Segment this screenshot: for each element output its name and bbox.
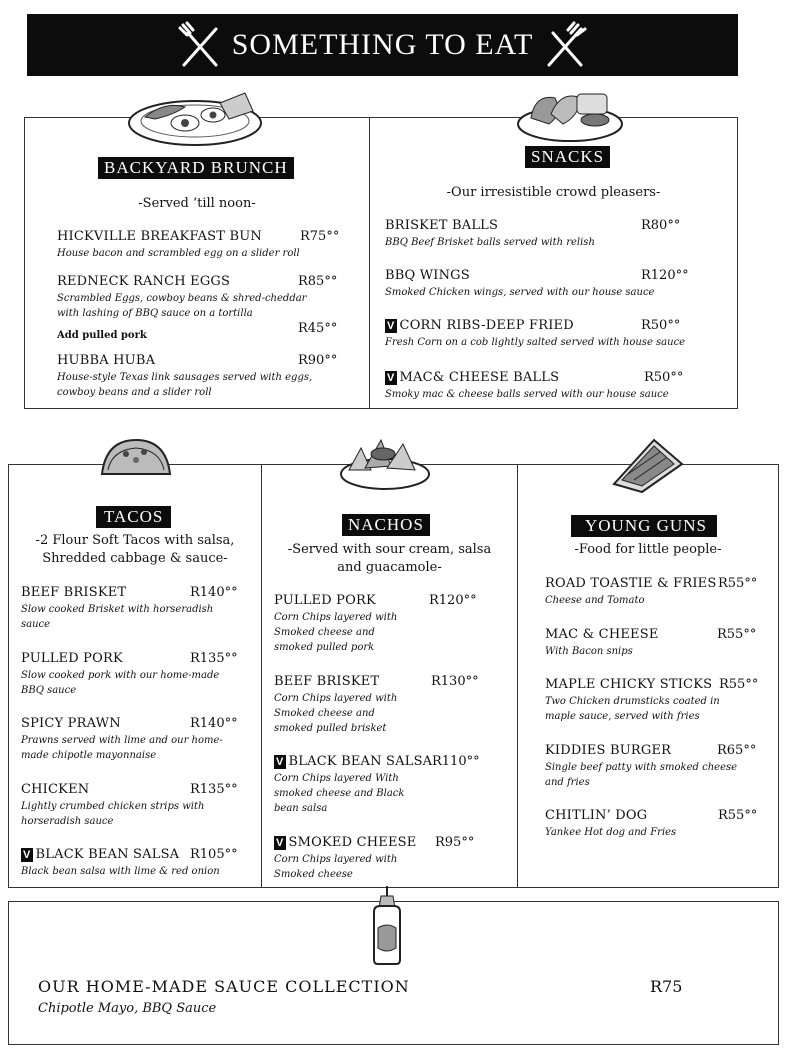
item-name: HUBBA HUBA	[57, 353, 156, 368]
item-price: R80°°	[641, 218, 681, 233]
item-price: R140°°	[190, 585, 238, 600]
vegetarian-badge: V	[387, 320, 395, 332]
item-name: MAPLE CHICKY STICKS	[545, 677, 713, 692]
item-description: Smoky mac & cheese balls served with our house sauce	[385, 389, 669, 400]
young-guns-title: YOUNG GUNS	[571, 515, 717, 537]
item-name: BRISKET BALLS	[385, 218, 499, 233]
vegetarian-badge: V	[23, 849, 31, 861]
item-name: BEEF BRISKET	[21, 585, 127, 600]
item-name: KIDDIES BURGER	[545, 743, 672, 758]
menu-item	[57, 353, 339, 400]
item-description: BBQ Beef Brisket balls served with relish	[385, 237, 595, 248]
item-description: House bacon and scrambled egg on a slider roll	[57, 248, 300, 259]
item-price: R55°°	[718, 576, 758, 591]
nachos-bowl-icon	[335, 430, 435, 492]
item-name: ROAD TOASTIE & FRIES	[545, 576, 717, 591]
menu-item	[545, 743, 765, 790]
nachos-subtitle-1: -Served with sour cream, salsa	[287, 542, 492, 557]
sauce-collection-description: Chipotle Mayo, BBQ Sauce	[38, 1001, 217, 1016]
breakfast-plate-icon	[125, 85, 265, 149]
young-guns-subtitle: -Food for little people-	[574, 542, 722, 557]
page-title: SOMETHING TO EAT	[231, 28, 534, 61]
menu-item	[21, 782, 246, 829]
item-description: Scrambled Eggs, cowboy beans & shred-cheddar with lashing of BBQ sauce on a tortilla	[57, 293, 307, 319]
item-name: BEEF BRISKET	[274, 674, 380, 689]
vegetarian-badge: V	[387, 372, 395, 384]
fork-knife-icon	[178, 21, 222, 69]
fork-knife-icon	[543, 21, 587, 69]
menu-item	[21, 716, 246, 763]
menu-item	[21, 847, 246, 879]
menu-item	[545, 677, 765, 724]
menu-item	[274, 593, 504, 655]
item-name: CHICKEN	[21, 782, 90, 797]
item-price: R130°°	[431, 674, 479, 689]
addon-price: R45°°	[298, 321, 338, 336]
vegetarian-badge: V	[276, 756, 284, 768]
item-description: Lightly crumbed chicken strips with horseradish sauce	[21, 801, 205, 827]
nachos-title: NACHOS	[342, 514, 430, 536]
menu-item	[21, 585, 246, 632]
item-price: R65°°	[717, 743, 757, 758]
nachos-subtitle-2: and guacamole-	[337, 560, 442, 575]
item-price: R55°°	[719, 677, 759, 692]
sauce-collection-name: OUR HOME-MADE SAUCE COLLECTION	[38, 977, 410, 996]
item-price: R120°°	[641, 268, 689, 283]
sauce-bottle-icon	[364, 884, 410, 966]
item-name: CHITLIN’ DOG	[545, 808, 648, 823]
menu-item	[385, 268, 725, 300]
header-banner	[27, 14, 738, 76]
item-price: R95°°	[435, 835, 475, 850]
item-price: R55°°	[718, 808, 758, 823]
item-price: R85°°	[298, 274, 338, 289]
item-name: REDNECK RANCH EGGS	[57, 274, 231, 289]
sauce-collection-price: R75	[650, 977, 683, 996]
item-price: R110°°	[432, 754, 480, 769]
menu-item	[385, 218, 715, 250]
item-name: MAC & CHEESE	[545, 627, 659, 642]
menu-item	[545, 627, 765, 659]
item-price: R135°°	[190, 782, 238, 797]
item-price: R75°°	[300, 229, 340, 244]
taco-icon	[96, 434, 176, 482]
menu-item	[57, 229, 340, 261]
tacos-subtitle-1: -2 Flour Soft Tacos with salsa,	[35, 533, 235, 548]
item-description: Smoked Chicken wings, served with our house sauce	[385, 287, 655, 298]
item-description: Yankee Hot dog and Fries	[545, 827, 677, 838]
snacks-title: SNACKS	[525, 146, 610, 168]
tacos-subtitle-2: Shredded cabbage & sauce-	[42, 551, 228, 566]
item-price: R50°°	[641, 318, 681, 333]
menu-item	[274, 754, 504, 816]
snacks-plate-icon	[515, 84, 625, 144]
item-name: HICKVILLE BREAKFAST BUN	[57, 229, 262, 244]
item-price: R120°°	[429, 593, 477, 608]
item-name-text: MAC& CHEESE BALLS	[399, 370, 560, 385]
item-description: Single beef patty with smoked cheese and fries	[545, 762, 738, 788]
sandwich-icon	[608, 434, 690, 496]
brunch-subtitle: -Served ‘till noon-	[138, 196, 256, 211]
brunch-title: BACKYARD BRUNCH	[98, 157, 294, 179]
item-description: Corn Chips layered with Smoked cheese and smoked pulled brisket	[274, 693, 398, 734]
item-name-text: BLACK BEAN SALSA	[288, 754, 433, 769]
item-description: Corn Chips layered with Smoked cheese	[274, 854, 398, 880]
item-price: R135°°	[190, 651, 238, 666]
item-description: Slow cooked pork with our home-made BBQ sauce	[21, 670, 220, 696]
snacks-subtitle: -Our irresistible crowd pleasers-	[446, 185, 661, 200]
item-description: Fresh Corn on a cob lightly salted served with house sauce	[385, 337, 686, 348]
menu-item	[274, 835, 504, 882]
menu-item	[57, 274, 337, 342]
item-description: Corn Chips layered With smoked cheese and Black bean salsa	[274, 773, 405, 814]
item-name: PULLED PORK	[274, 593, 376, 608]
tacos-title: TACOS	[96, 506, 171, 528]
item-description: Corn Chips layered with Smoked cheese and smoked pulled pork	[274, 612, 398, 653]
item-description: House-style Texas link sausages served with eggs, cowboy beans and a slider roll	[57, 372, 313, 398]
item-price: R105°°	[190, 847, 238, 862]
item-price: R140°°	[190, 716, 238, 731]
menu-item	[385, 318, 725, 350]
vegetarian-badge: V	[276, 837, 284, 849]
item-description: Cheese and Tomato	[545, 595, 645, 606]
item-price: R90°°	[298, 353, 338, 368]
item-description: Prawns served with lime and our home-made chipotle mayonnaise	[21, 735, 223, 761]
menu-item	[545, 808, 765, 840]
item-description: With Bacon snips	[545, 646, 633, 657]
item-description: Two Chicken drumsticks coated in maple sauce, served with fries	[545, 696, 720, 722]
item-price: R50°°	[644, 370, 684, 385]
item-name-text: CORN RIBS-DEEP FRIED	[399, 318, 574, 333]
menu-item	[385, 370, 725, 402]
item-description: Black bean salsa with lime & red onion	[21, 866, 220, 877]
item-name-text: BLACK BEAN SALSA	[35, 847, 180, 862]
menu-item	[545, 576, 765, 608]
item-price: R55°°	[717, 627, 757, 642]
menu-item	[274, 674, 504, 736]
item-name-text: SMOKED CHEESE	[288, 835, 417, 850]
item-name: SPICY PRAWN	[21, 716, 121, 731]
addon-label: Add pulled pork	[57, 330, 147, 341]
item-name: PULLED PORK	[21, 651, 123, 666]
menu-item	[21, 651, 246, 698]
item-name: BBQ WINGS	[385, 268, 470, 283]
item-description: Slow cooked Brisket with horseradish sauce	[21, 604, 214, 630]
